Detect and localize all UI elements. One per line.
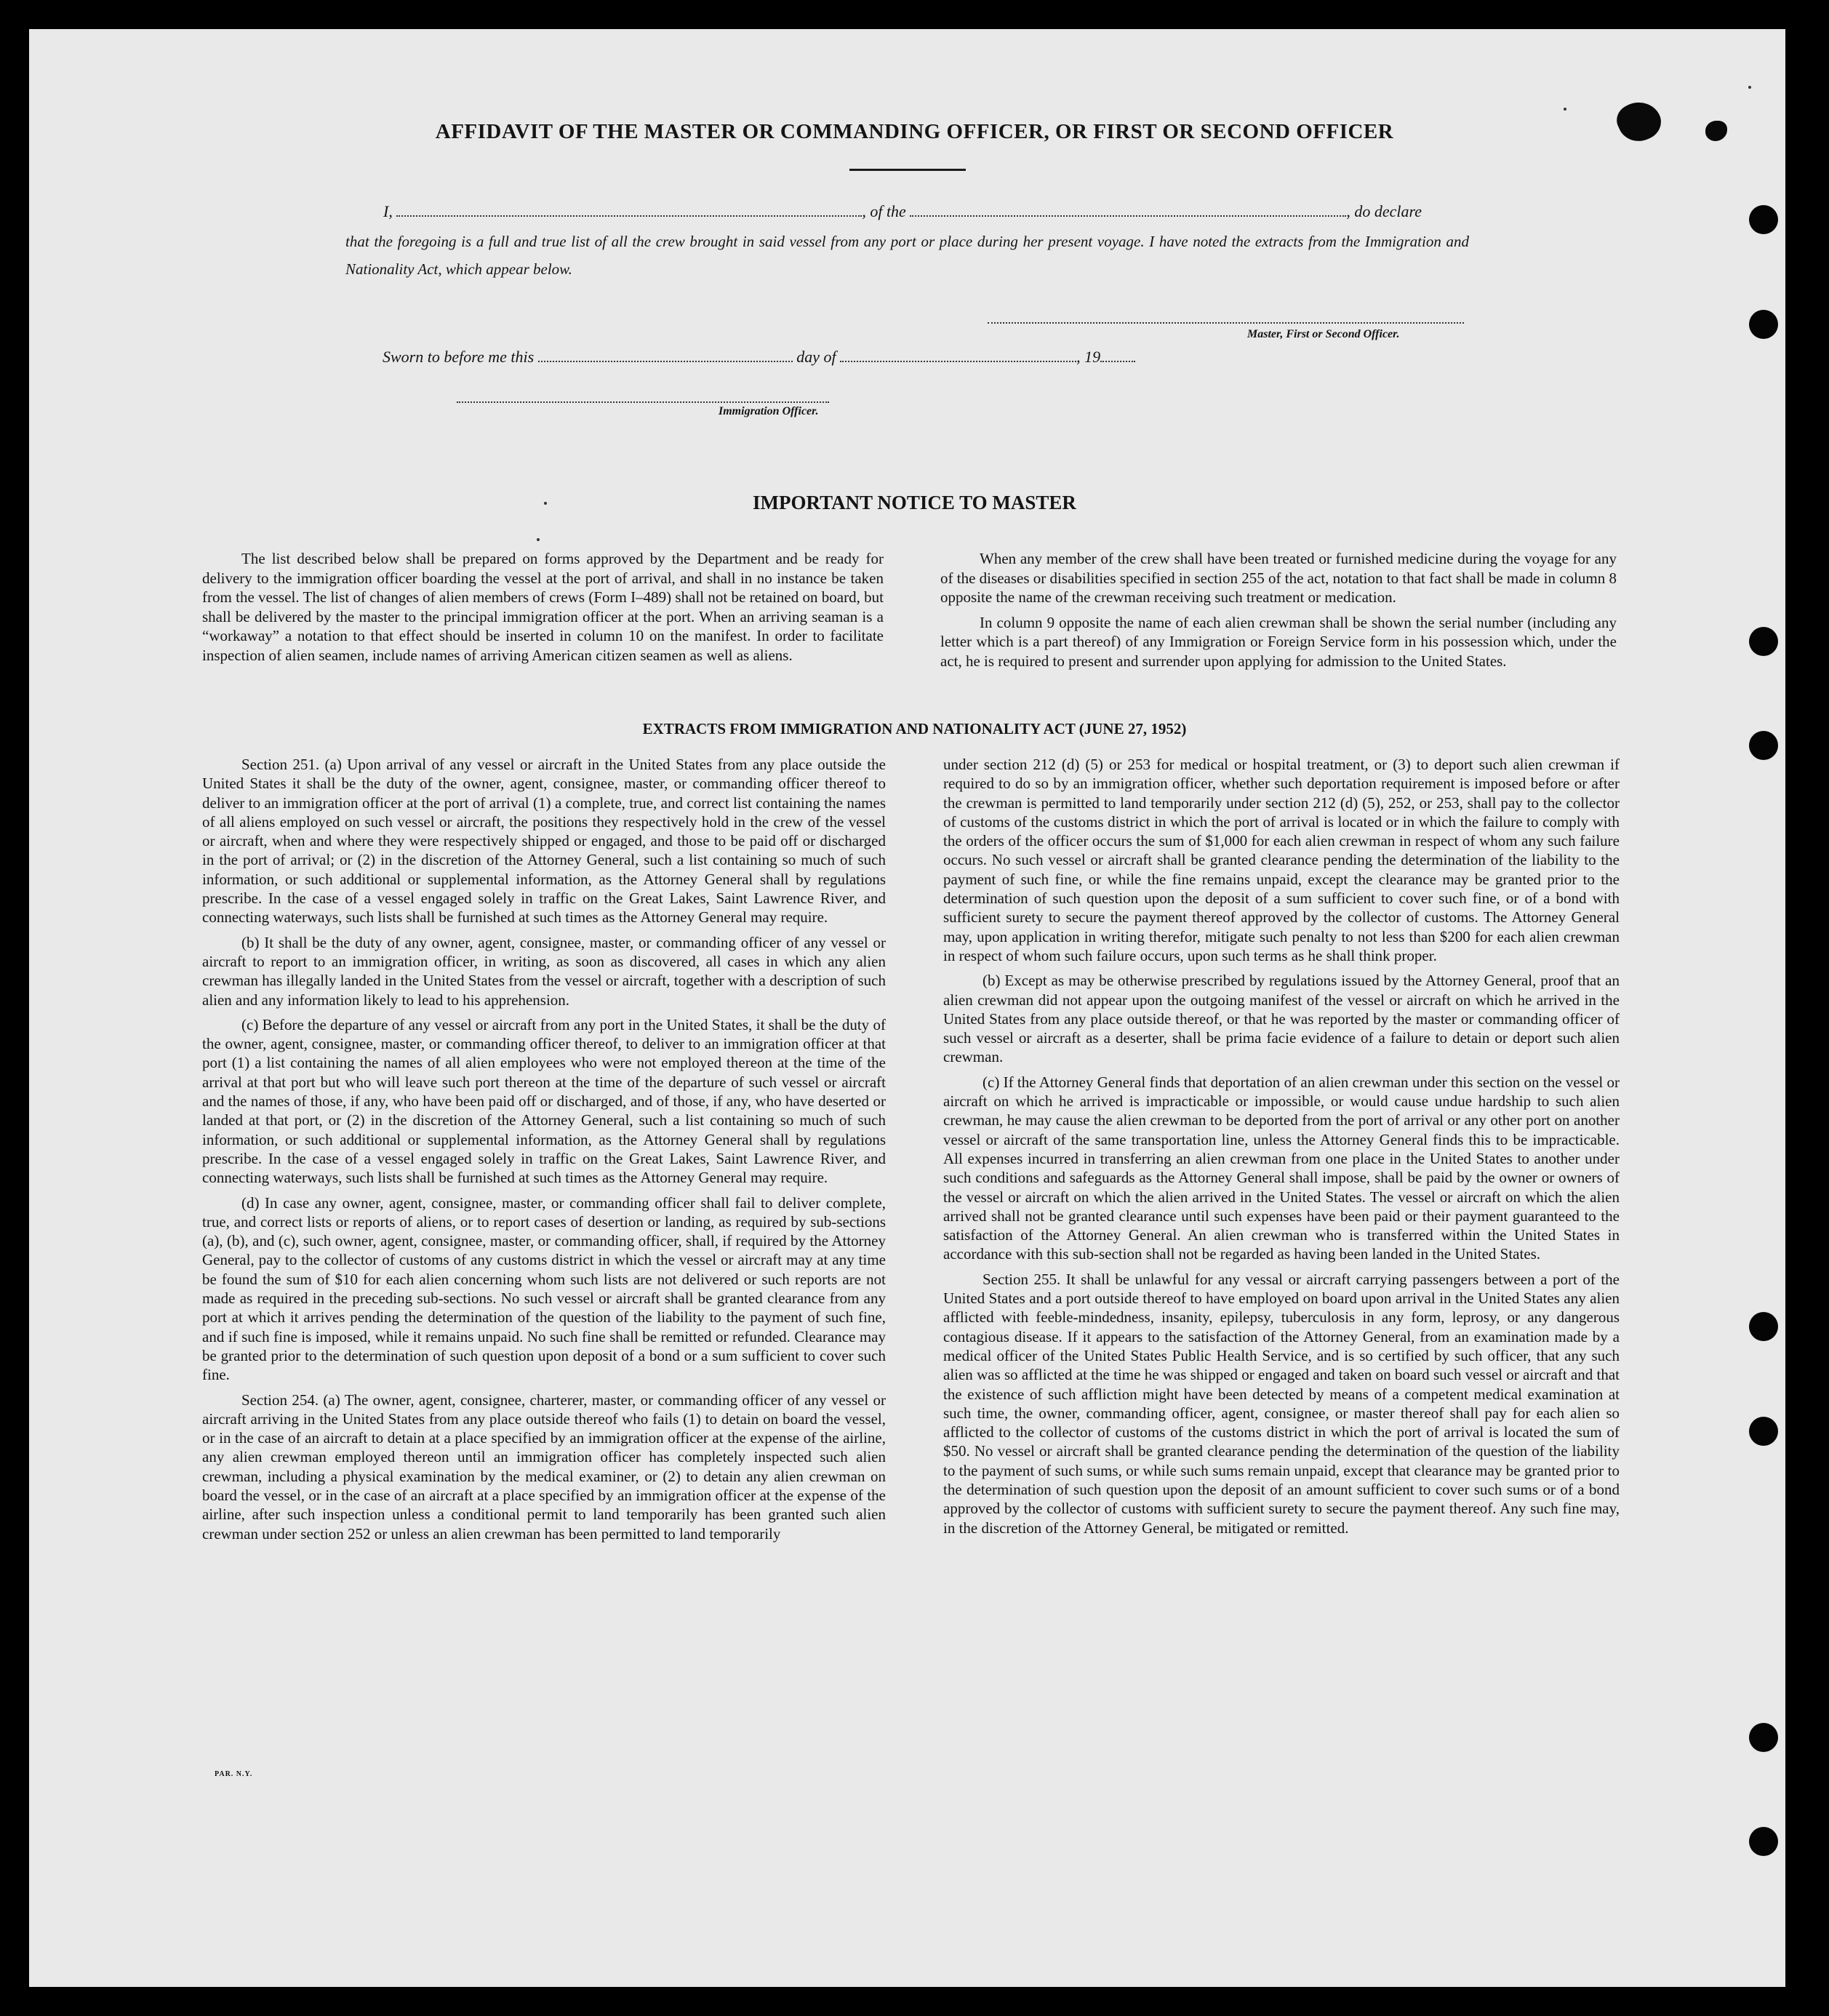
binder-hole bbox=[1749, 1312, 1778, 1341]
name-blank[interactable] bbox=[396, 215, 862, 217]
binder-hole bbox=[1749, 310, 1778, 339]
section-251a: Section 251. (a) Upon arrival of any vessel or aircraft in the United States from any place outside the United States it shall be the duty of the owner, agent, consignee, master, or commanding officer thereof to deliver to an immigration officer at the port of arrival (1) a complete, true, and correct list containing the names of all aliens employed on such vessel or aircraft, the positions they respectively hold in the crew of the vessel or aircraft, when and where they were respectively shipped or engaged, and those to be paid off or discharged in the port of arrival; or (2) in the discretion of the Attorney General, such a list containing so much of such information, or such additional or supplemental information, as the Attorney General shall by regulations prescribe. In the case of a vessel engaged solely in traffic on the Great Lakes, Saint Lawrence River, and connecting waterways, such lists shall be furnished at such times as the Attorney General may require. bbox=[202, 756, 886, 927]
binder-hole bbox=[1749, 627, 1778, 656]
notice-left bbox=[202, 549, 884, 671]
extracts-right bbox=[943, 755, 1620, 1543]
section-251c: (c) Before the departure of any vessel or aircraft from any port in the United States, it shall be the duty of the owner, agent, consignee, master, or commanding officer thereof, to deliver to an immigration officer at that port (1) a list containing the names of all alien employees who were not employed thereon at the time of the arrival at that port but who will leave such port thereon at the time of the departure of such vessel or aircraft and the names of those, if any, who have been paid off or discharged, and of those, if any, who have deserted or landed at that port, or (2) in the discretion of the Attorney General, such a list containing so much of such information, or such additional or supplemental information, as the Attorney General shall by regulations prescribe. In the case of a vessel engaged solely in traffic on the Great Lakes, Saint Lawrence River, and connecting waterways, such lists shall be furnished at such times as the Attorney General may require. bbox=[202, 1015, 886, 1187]
master-signature-line[interactable] bbox=[988, 322, 1464, 324]
extracts-heading: EXTRACTS FROM IMMIGRATION AND NATIONALITY ACT (JUNE 27, 1952) bbox=[642, 720, 1187, 737]
extracts-left bbox=[202, 755, 886, 1549]
sworn-day-blank[interactable] bbox=[538, 361, 793, 362]
sworn-line bbox=[383, 348, 1135, 367]
title-rule bbox=[849, 169, 966, 171]
notice-right-paragraph: In column 9 opposite the name of each alien crewman shall be shown the serial number (including any letter which is a part thereof) of any Immigration or Foreign Service form in his possession which, under the act, he is required to present and surrender upon applying for admission to the United States. bbox=[940, 613, 1617, 670]
section-254a-cont: under section 212 (d) (5) or 253 for medical or hospital treatment, or (3) to deport such alien crewman if required to do so by an immigration officer, whether such deportation requirement is imposed before or after the crewman is permitted to land temporarily under section 212 (d) (5), 252, or 253, shall pay to the collector of customs of the customs district in which the port of arrival is located or in which the failure to comply with the orders of the officer occurs the sum of $1,000 for each alien crewman in respect of whom any such failure occurs. No such vessel or aircraft shall be granted clearance pending the determination of the liability to the payment of such fine, or while the fine remains unpaid, except the clearance may be granted prior to the determination of such question upon the deposit of a sum sufficient to cover such fine, or of a bond with sufficient surety to secure the payment thereof approved by the collector of customs. The Attorney General may, upon application in writing therefor, mitigate such penalty to not less than $200 for each alien crewman in respect of whom such failure occurs, upon such terms as he shall think proper. bbox=[943, 756, 1620, 964]
section-255: Section 255. It shall be unlawful for any vessal or aircraft carrying passengers between a port of the United States and a port outside thereof to have employed on board upon arrival in the United States any alien afflicted with feeble-mindedness, insanity, epilepsy, tuberculosis in any form, leprosy, or any dangerous contagious disease. If it appears to the satisfaction of the Attorney General, from an examination made by a medical officer of the United States Public Health Service, and is so certified by such officer, that any such alien was so afflicted at the time he was shipped or engaged and taken on board such vessel or aircraft and that the existence of such affliction might have been detected by means of a competent medical examination at such time, the owner, commanding officer, agent, consignee, or master thereof shall pay for each alien so afflicted to the collector of customs of the customs district in which the port of arrival is located the sum of $50. No vessel or aircraft shall be granted clearance pending the determination of the question of the liability to the payment of such sums, or while such sums remain unpaid, except that clearance may be granted prior to the determination of such question upon the deposit of an amount sufficient to cover such sums or of a bond approved by the collector of customs with sufficient surety to secure the payment thereof. Any such fine may, in the discretion of the Attorney General, be mitigated or remitted. bbox=[943, 1270, 1620, 1537]
notice-right bbox=[940, 549, 1617, 677]
officer-signature-line[interactable] bbox=[457, 401, 829, 403]
section-254b: (b) Except as may be otherwise prescribed by regulations issued by the Attorney General, proof that an alien crewman did not appear upon the outgoing manifest of the vessel or aircraft on which he arrived in the United States from any place outside thereof, or that he was reported by the master or commanding officer of such vessel or aircraft as a deserter, shall be prima facie evidence of a failure to detain or deport such alien crewman. bbox=[943, 972, 1620, 1066]
sworn-prefix: Sworn to before me this bbox=[383, 348, 535, 366]
binder-hole bbox=[1749, 1827, 1778, 1856]
printer-mark: PAR. N.Y. bbox=[215, 1770, 253, 1778]
master-signature-caption: Master, First or Second Officer. bbox=[1247, 328, 1400, 340]
declaration-do-declare: , do declare bbox=[1346, 202, 1422, 220]
sworn-month-blank[interactable] bbox=[840, 361, 1076, 362]
section-254a: Section 254. (a) The owner, agent, consignee, charterer, master, or commanding officer of any vessel or aircraft arriving in the United States from any place outside thereof who fails (1) to detain on board the vessel, or in the case of an aircraft to detain at a place specified by an immigration officer at the expense of the airline, any alien crewman employed thereon until an immigration officer has completely inspected such alien crewman, including a physical examination by the medical examiner, or (2) to detain any alien crewman on board the vessel, or in the case of an aircraft at a place specified by an immigration officer at the expense of the airline, after such inspection unless a conditional permit to land temporarily has been granted such alien crewman under section 252 or unless an alien crewman has been permitted to land temporarily bbox=[202, 1391, 886, 1543]
vessel-blank[interactable] bbox=[910, 215, 1346, 217]
notice-right-paragraph: When any member of the crew shall have been treated or furnished medicine during the voyage for any of the diseases or disabilities specified in section 255 of the act, notation to that fact shall be made in column 8 opposite the name of the crewman receiving such treatment or medication. bbox=[940, 550, 1617, 607]
sworn-day-of: day of bbox=[796, 348, 836, 366]
binder-hole bbox=[1749, 1417, 1778, 1446]
declaration-i: I, bbox=[383, 202, 393, 220]
declaration-line bbox=[383, 202, 1422, 221]
binder-hole bbox=[1749, 1723, 1778, 1752]
section-254c: (c) If the Attorney General finds that deportation of an alien crewman under this section on the vessel or aircraft on which he arrived is impracticable or impossible, or would cause undue hardship to such alien crewman, he may cause the alien crewman to be deported from the port of arrival or any other port on another vessel or aircraft of the same transportation line, unless the Attorney General finds this to be impracticable. All expenses incurred in transferring an alien crewman from one place in the United States to another under such conditions and safeguards as the Attorney General shall impose, shall be paid by the owner or owners of the vessel or aircraft on which the alien arrived in the United States. The vessel or aircraft on which the alien arrived shall not be granted clearance until such expenses have been paid or their payment guaranteed to the satisfaction of the Attorney General. An alien crewman who is transferred within the United States in accordance with this sub-section shall not be regarded as having been landed in the United States. bbox=[943, 1073, 1620, 1263]
sworn-year: , 19 bbox=[1076, 348, 1101, 366]
sworn-year-blank[interactable] bbox=[1100, 361, 1135, 362]
notice-left-paragraph: The list described below shall be prepared on forms approved by the Department and be ready for delivery to the immigration officer boarding the vessel at the port of arrival, and shall in no instance be taken from the vessel. The list of changes of alien members of crews (Form I–489) shall not be retained on board, but shall be delivered by the master to the principal immigration officer at the port. When an arriving seaman is a “workaway” a notation to that effect should be inserted in column 10 on the manifest. In order to facilitate inspection of alien seamen, include names of arriving American citizen seamen as well as aliens. bbox=[202, 550, 884, 664]
section-251d: (d) In case any owner, agent, consignee, master, or commanding officer shall fail to deliver complete, true, and correct lists or reports of aliens, or to report cases of desertion or landing, as required by sub-sections (a), (b), and (c), such owner, agent, consignee, master, or commanding officer, shall, if required by the Attorney General, pay to the collector of customs of any customs district in which the vessel or aircraft may at any time be found the sum of $10 for each alien concerning whom such lists are not delivered or such reports are not made as required in the preceding sub-sections. No such vessel or aircraft shall be granted clearance from any port at which it arrives pending the determination of the question of the liability to the payment of such fine, and if such fine is imposed, while it remains unpaid. No such fine shall be remitted or refunded. Clearance may be granted prior to the determination of such question upon deposit of a bond or a sum sufficient to cover such fine. bbox=[202, 1193, 886, 1384]
binder-hole bbox=[1749, 205, 1778, 234]
declaration-of-the: , of the bbox=[862, 202, 906, 220]
declaration-text: that the foregoing is a full and true list of all the crew brought in said vessel from any port or place during her present voyage. I have noted the extracts from the Immigration and Nationality Act, which appear below. bbox=[345, 233, 1469, 278]
section-251b: (b) It shall be the duty of any owner, agent, consignee, master, or commanding officer of any vessel or aircraft to report to an immigration officer, in writing, as soon as discovered, all cases in which any alien crewman has illegally landed in the United States from the vessel or aircraft, together with a description of such alien and any information likely to lead to his apprehension. bbox=[202, 933, 886, 1009]
officer-signature-caption: Immigration Officer. bbox=[719, 405, 819, 417]
affidavit-title: AFFIDAVIT OF THE MASTER OR COMMANDING OFFICER, OR FIRST OR SECOND OFFICER bbox=[435, 120, 1394, 143]
notice-heading: IMPORTANT NOTICE TO MASTER bbox=[753, 492, 1076, 513]
